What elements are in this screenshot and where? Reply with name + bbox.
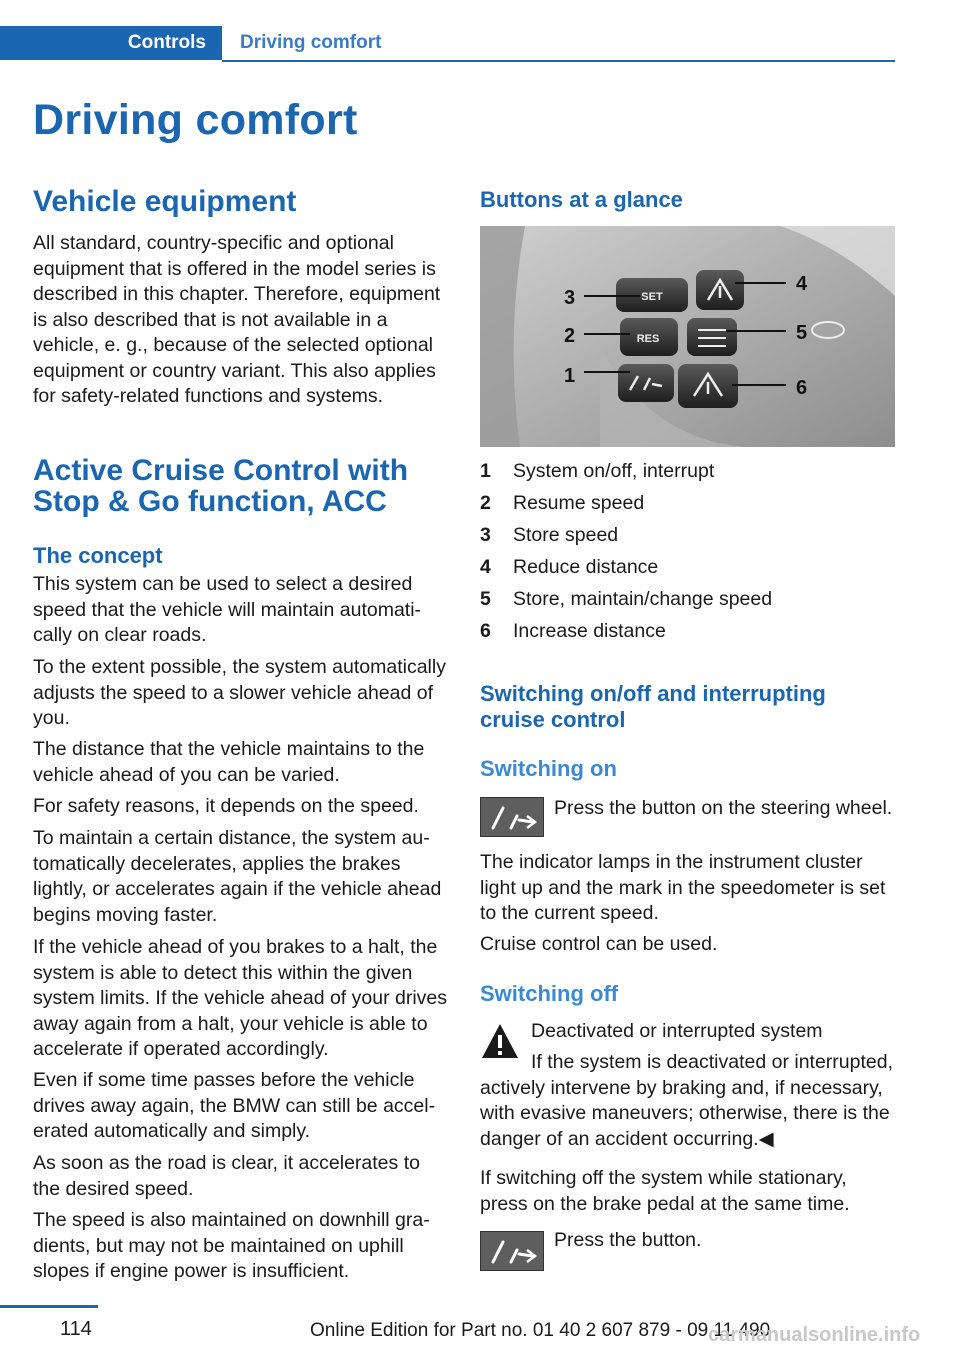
figure-label-1: 1 [564,365,576,387]
paragraph-concept-8: As soon as the road is clear, it accelerates to the desired speed. [33,1152,420,1200]
paragraph-concept-7: Even if some time passes before the vehicle drives away again, the BMW can still be accelerated automatically and simply. [33,1069,436,1142]
paragraph-switching-on: Press the button on the steering wheel. [554,797,893,819]
paragraph-concept-2: To the extent possible, the system automatically adjusts the speed to a slower vehicle ahead of you. [33,656,446,729]
paragraph-concept-1: This system can be used to select a desired speed that the vehicle will maintain automatically on clear roads. [33,573,422,646]
page-number: 114 [60,1318,92,1340]
legend-text: Resume speed [513,492,645,514]
figure-label-3: 3 [564,287,576,309]
on-off-button-shape [618,364,674,402]
footer-rule [0,1305,98,1308]
paragraph-concept-6: If the vehicle ahead of you brakes to a halt, the system is able to detect this within the given system limits. If the vehicle ahead of your drives away again from a halt, your vehicle is able to accelerate if operated accordingly. [33,936,448,1060]
paragraph-switch-off-stationary: If switching off the system while stationary, press on the brake pedal at the same time. [480,1167,850,1215]
page-title: Driving comfort [33,96,358,144]
steering-wheel-buttons-figure [480,226,895,447]
cruise-control-button-icon [480,1231,544,1271]
button-legend [480,459,890,651]
legend-number: 5 [480,588,491,610]
paragraph-cruise-usable: Cruise control can be used. [480,933,718,955]
section-label: Controls [127,32,206,53]
heading-concept: The concept [33,543,163,568]
warning-text: If the system is deactivated or interrupted, actively intervene by braking and, if necessary, with evasive maneuvers; otherwise, there is the danger of an accident occurring.◀ [480,1051,894,1150]
legend-number: 4 [480,556,491,578]
figure-label-4: 4 [796,273,808,295]
heading-switching-off: Switching off [480,981,619,1006]
heading-switching-line1: Switching on/off and interrupting [480,681,826,706]
warning-title: Deactivated or interrupted system [531,1020,823,1042]
cruise-control-button-icon [480,797,544,837]
paragraph-vehicle-equipment: All standard, country-specific and optional equipment that is offered in the model series is described in this chapter. Therefore, equipment is also described that is not available in a vehicle, e. g., because of the selected optional equipment or country variant. This also applies for safety-related functions and systems. [33,232,441,407]
legend-item [480,491,890,523]
heading-vehicle-equipment: Vehicle equipment [33,185,297,218]
edition-note: Online Edition for Part no. 01 40 2 607 879 - 09 11 490 [310,1320,771,1341]
figure-label-2: 2 [564,325,576,347]
paragraph-indicator-lamps: The indicator lamps in the instrument cluster light up and the mark in the speedometer is set to the current speed. [480,851,886,924]
legend-text: Store, maintain/change speed [513,588,773,610]
paragraph-press-button: Press the button. [554,1229,702,1251]
paragraph-concept-3: The distance that the vehicle maintains to the vehicle ahead of you can be varied. [33,738,425,786]
paragraph-concept-5: To maintain a certain distance, the system automatically decelerates, applies the brakes lightly, or accelerates again if the vehicle ahead begins moving faster. [33,827,442,926]
figure-label-6: 6 [796,377,808,399]
subsection-label: Driving comfort [240,32,382,53]
heading-switching-line2: cruise control [480,707,626,732]
legend-text: Store speed [513,524,619,546]
heading-buttons-at-a-glance: Buttons at a glance [480,187,683,212]
res-button-shape [620,318,678,356]
legend-text: Increase distance [513,620,666,642]
legend-number: 1 [480,460,491,482]
legend-item [480,555,890,587]
header-rule [222,60,895,62]
legend-item [480,459,890,491]
res-button-text: RES [636,333,660,345]
watermark: carmanualsonline.info [708,1324,921,1346]
legend-number: 2 [480,492,491,514]
legend-text: System on/off, interrupt [513,460,715,482]
set-button-text: SET [641,291,663,303]
paragraph-concept-9: The speed is also maintained on downhill gradients, but may not be maintained on uphill slopes if engine power is insufficient. [33,1209,430,1282]
section-tab [0,26,222,60]
heading-acc-line1: Active Cruise Control with [33,454,409,487]
legend-text: Reduce distance [513,556,659,578]
legend-item [480,619,890,651]
figure-label-5: 5 [796,322,808,344]
legend-number: 3 [480,524,491,546]
heading-switching-on: Switching on [480,756,617,781]
legend-item [480,523,890,555]
page-header [0,26,895,62]
paragraph-concept-4: For safety reasons, it depends on the speed. [33,795,419,817]
legend-item [480,587,890,619]
heading-acc-line2: Stop & Go function, ACC [33,485,387,518]
legend-number: 6 [480,620,491,642]
